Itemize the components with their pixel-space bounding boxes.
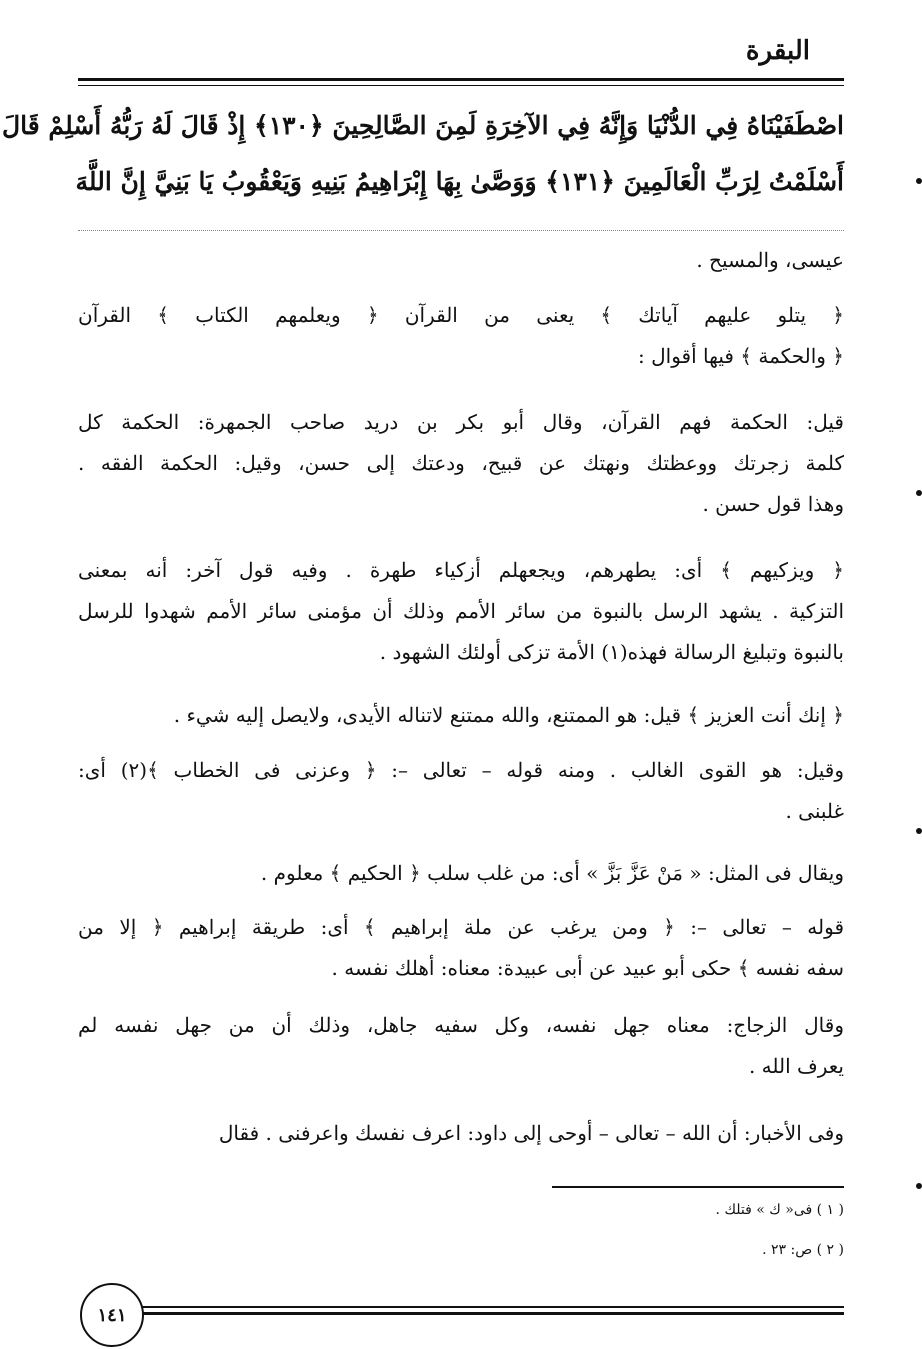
paragraph-9: [78, 1005, 844, 1087]
footer-rule-bottom: [140, 1312, 844, 1315]
header-rule-top: [78, 78, 844, 81]
margin-dot: [916, 178, 922, 184]
footnote-rule: [552, 1186, 844, 1188]
text-line: وقال الزجاج: معناه جهل نفسه، وكل سفيه جاهل، وذلك أن من جهل نفسه لم: [78, 1013, 844, 1037]
paragraph-8: [78, 907, 844, 989]
text-line: ﴿ يتلو عليهم آياتك ﴾ يعنى من القرآن ﴿ ويعلمهم الكتاب ﴾ القرآن: [78, 303, 844, 327]
page-number: ١٤١: [80, 1283, 144, 1347]
paragraph-1: [78, 240, 844, 281]
text-line: قيل: الحكمة فهم القرآن، وقال أبو بكر بن دريد صاحب الجمهرة: الحكمة كل: [78, 410, 844, 434]
paragraph-3: [78, 402, 844, 525]
margin-dot: [916, 1183, 922, 1189]
quran-divider: [78, 230, 844, 231]
text-line: وفى الأخبار: أن الله – تعالى – أوحى إلى داود: اعرف نفسك واعرفنى . فقال: [218, 1121, 844, 1145]
quran-line-1: اصْطَفَيْنَاهُ فِي الدُّنْيَا وَإِنَّهُ فِي الآخِرَةِ لَمِنَ الصَّالِحِينَ ﴿١٣٠﴾ إِذْ قَالَ لَهُ رَبُّهُ أَسْلِمْ قَالَ: [2, 111, 844, 140]
text-line: التزكية . يشهد الرسل بالنبوة من سائر الأمم وذلك أن مؤمنى سائر الأمم شهدوا للرسل: [78, 599, 844, 623]
margin-dot: [916, 828, 922, 834]
paragraph-10: [78, 1113, 844, 1154]
paragraph-4: [78, 550, 844, 673]
text-line: ﴿ والحكمة ﴾ فيها أقوال :: [638, 344, 844, 368]
paragraph-2: [78, 295, 844, 377]
text-line: كلمة زجرتك ووعظتك ونهتك عن قبيح، ودعتك إلى حسن، وقيل: الحكمة الفقه .: [78, 451, 844, 475]
footnote-2: ( ٢ ) ص: ٢٣ .: [762, 1242, 844, 1258]
text-line: غلبنى .: [785, 799, 844, 823]
paragraph-5: [78, 695, 844, 736]
paragraph-6: [78, 750, 844, 832]
quran-line-2: أَسْلَمْتُ لِرَبِّ الْعَالَمِينَ ﴿١٣١﴾ وَوَصَّىٰ بِهَا إِبْرَاهِيمُ بَنِيهِ وَيَعْقُوبُ يَا بَنِيَّ إِنَّ اللَّهَ: [75, 167, 844, 196]
text-line: وهذا قول حسن .: [702, 492, 844, 516]
text-line: قوله – تعالى –: ﴿ ومن يرغب عن ملة إبراهيم ﴾ أى: طريقة إبراهيم ﴿ إلا من: [78, 915, 844, 939]
text-line: بالنبوة وتبليغ الرسالة فهذه(١) الأمة تزكى أولئك الشهود .: [379, 640, 844, 664]
text-line: ﴿ ويزكيهم ﴾ أى: يطهرهم، ويجعهلم أزكياء طهرة . وفيه قول آخر: أنه بمعنى: [78, 558, 844, 582]
text-line: ﴿ إنك أنت العزيز ﴾ قيل: هو الممتنع، والله ممتنع لاتناله الأيدى، ولايصل إليه شيء .: [173, 703, 844, 727]
surah-header-title: البقرة: [745, 36, 810, 66]
text-line: ويقال فى المثل: « مَنْ عَزَّ بَزَّ » أى: من غلب سلب ﴿ الحكيم ﴾ معلوم .: [260, 861, 844, 885]
margin-dot: [916, 490, 922, 496]
text-line: يعرف الله .: [748, 1054, 844, 1078]
text-line: سفه نفسه ﴾ حكى أبو عبيد عن أبى عبيدة: معناه: أهلك نفسه .: [331, 956, 844, 980]
paragraph-7: [78, 853, 844, 894]
footnote-1: ( ١ ) فى« ك » فتلك .: [715, 1202, 844, 1218]
text-line: عيسى، والمسيح .: [696, 248, 844, 272]
text-line: وقيل: هو القوى الغالب . ومنه قوله – تعالى –: ﴿ وعزنى فى الخطاب ﴾(٢) أى:: [78, 758, 844, 782]
header-rule-bottom: [78, 85, 844, 86]
footer-rule-top: [140, 1306, 844, 1308]
